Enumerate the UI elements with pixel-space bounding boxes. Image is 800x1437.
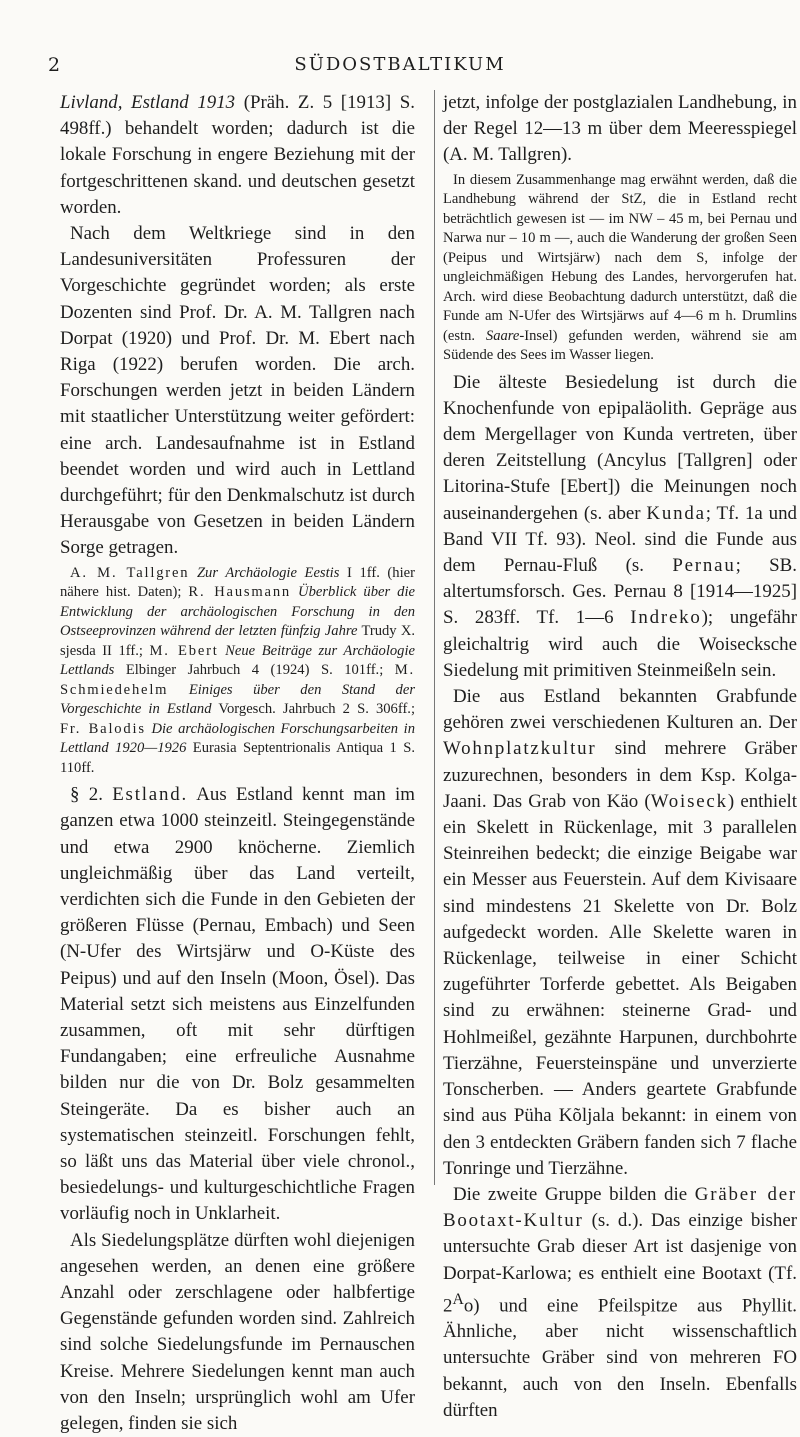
paragraph-text: o) und eine Pfeilspitze aus Phyllit. Ähnliche, aber nicht wissenschaftlich untersuchte Gräber sind von mehreren FO bekannt, auch von den Inseln. Ebenfalls dürften — [443, 1295, 797, 1421]
culture-term: Wohnplatzkultur — [443, 738, 597, 760]
paragraph-text: ; Tf. 1a und Band VII Tf. 93). Neol. sind die Funde aus dem Pernau-Fluß (s. — [443, 502, 797, 577]
section-heading: Estland. — [112, 784, 189, 806]
paragraph-text: Aus Estland kennt man im ganzen etwa 1000 steinzeitl. Steingegenstände und etwa 2900 knöcherne. Ziemlich ungleichmäßig über das Land verteilt, verdichten sich die Funde in den Gebieten der größeren Flüsse (Pernau, Embach) und Seen (N-Ufer des Wirtsjärw und O-Küste des Peipus) und auf den Inseln (Moon, Ösel). Das Material setzt sich meistens aus Einzelfunden zusammen, oft mit sehr dürftigen Fundangaben; eine erfreuliche Ausnahme bilden nur die von Dr. Bolz gesammelten Steingeräte. Da es bisher auch an systematischen steinzeitl. Forschungen fehlt, so läßt uns das Material über viele chronol., besiedelungs- und kulturgeschichtliche Fragen vorläufig noch in Unklarheit. — [60, 784, 416, 1225]
ref-title: Überblick über die Entwicklung der archäologischen Forschung in den Ostseeprovinzen während der letzten fünfzig Jahre — [60, 584, 415, 640]
culture-term: Gräber der Bootaxt-Kultur — [443, 1183, 797, 1232]
references — [60, 564, 415, 779]
ref-title: Die archäologischen Forschungsarbeiten in Lettland 1920—1926 — [60, 720, 415, 757]
paragraph-landhebung: jetzt, infolge der postglazialen Landhebung, in der Regel 12—13 m über dem Meeresspiegel (A. M. Tallgren). — [443, 92, 797, 166]
note-landhebung — [443, 171, 797, 366]
ref-title: Zur Archäologie Eestis — [196, 564, 340, 581]
ref-text: Elbinger Jahrbuch 4 (1924) S. 101ff.; — [114, 662, 395, 679]
page-number: 2 — [48, 54, 61, 76]
paragraph-bootaxt — [443, 1182, 797, 1424]
author: R. Hausmann — [188, 584, 292, 601]
paragraph-grabfunde — [443, 684, 797, 1182]
running-head: SÜDOSTBALTIKUM — [294, 54, 506, 75]
paragraph-text: (Präh. Z. 5 [1913] S. 498ff.) behandelt worden; dadurch ist die lokale Forschung in engere Beziehung mit der fortgeschrittenen skand. und deutschen gesetzt worden. — [60, 92, 415, 218]
ref-title: Neue Beiträge zur Archäologie Lettlands — [60, 642, 416, 679]
ref-title: Einiges über den Stand der Vorgeschichte in Estland — [60, 681, 416, 718]
paragraph-text: Die aus Estland bekannten Grabfunde gehören zwei verschiedenen Kulturen an. Der — [443, 686, 797, 734]
author: A. M. Tallgren — [70, 564, 190, 581]
section-mark: § 2. — [70, 784, 113, 806]
title-italic: Livland, Estland 1913 — [60, 92, 236, 113]
ref-text: Vorgesch. Jahrbuch 2 S. 306ff.; — [211, 701, 416, 718]
author: M. Ebert — [149, 642, 219, 659]
note-text: In diesem Zusammenhange mag erwähnt werden, daß die Landhebung während der StZ, die in Estland recht beträchtlich gewesen ist — im NW – 45 m, bei Pernau und Narwa nur – 10 m —, auch die Wanderung der großen Seen (Peipus und Wirtsjärw) nach dem S, infolge der ungleichmäßigen Hebung des Landes, hervorgerufen hat. Arch. wird diese Beobachtung dadurch unterstützt, daß die Funde am N-Ufer des Wirtsjärws auf 4—6 m h. Drumlins (estn. — [443, 171, 797, 344]
ref-text: Eurasia Septentrionalis Antiqua 1 S. 110ff. — [60, 740, 415, 776]
author: Fr. Balodis — [60, 720, 146, 737]
paragraph-aelteste-besiedelung — [443, 370, 797, 684]
right-column — [434, 90, 798, 1421]
paragraph-siedelungsplaetze: Als Siedelungsplätze dürften wohl diejenigen angesehen werden, an denen eine größere Anzahl oder zerschlagene oder halbfertige Gegenstände gefunden worden sind. Zahlreich sind solche Siedelungsfunde im Pernauschen Kreise. Mehrere Siedelungen kennt man auch von den Inseln; ursprünglich wohl am Ufer gelegen, finden sie sich — [60, 1229, 415, 1435]
ref-text: I 1ff. (hier nähere hist. Daten); — [60, 564, 415, 601]
paragraph-universities: Nach dem Weltkriege sind in den Landesuniversitäten Professuren der Vorgeschichte gegründet worden; als erste Dozenten sind Prof. Dr. A. M. Tallgren nach Dorpat (1920) und Prof. Dr. M. Ebert nach Riga (1922) berufen worden. Die arch. Forschungen werden jetzt in beiden Ländern mit staatlicher Unterstützung weiter gefördert: eine arch. Landesaufnahme ist in Estland beendet worden und wird auch in Lettland durchgeführt; für den Denkmalschutz ist durch Herausgabe von Gesetzen in beiden Ländern Sorge getragen. — [60, 223, 415, 559]
paragraph-text: Die zweite Gruppe bilden die — [453, 1183, 695, 1205]
paragraph-text: ); ungefähr gleichaltrig wird auch die Woisecksche Siedelung mit primitiven Steinmeißeln sein. — [443, 607, 797, 681]
superscript: A — [452, 1290, 464, 1308]
note-italic: Saare — [485, 327, 520, 344]
paragraph-text: sind mehrere Gräber zuzurechnen, besonders in dem Ksp. Kolga-Jaani. Das Grab von Käo ( — [443, 738, 797, 812]
note-text: -Insel) gefunden werden, während sie am Südende des Sees im Wasser liegen. — [443, 327, 797, 364]
paragraph-text: ; SB. altertumsforsch. Ges. Pernau 8 [1914—1925] S. 283ff. Tf. 1—6 — [443, 555, 797, 629]
paragraph-text: Die älteste Besiedelung ist durch die Knochenfunde von epipaläolith. Gepräge aus dem Mergellager von Kunda vertreten, über deren Zeitstellung (Ancylus [Tallgren] oder Litorina-Stufe [Ebert]) die Meinungen noch auseinandergehen (s. aber — [443, 371, 797, 524]
paragraph-text: (s. d.). Das einzige bisher untersuchte Grab dieser Art ist dasjenige von Dorpat-Karlowa; es enthielt eine Bootaxt (Tf. 2 — [443, 1210, 797, 1317]
cross-reference: Kunda — [646, 502, 706, 524]
left-column — [60, 90, 415, 1437]
ref-text: Trudy X. sjesda II 1ff.; — [60, 623, 416, 659]
cross-reference: Pernau — [672, 555, 736, 577]
paragraph-livland — [60, 90, 415, 221]
paragraph-estland — [60, 782, 415, 1227]
paragraph-text: ) enthielt ein Skelett in Rückenlage, mit 3 parallelen Steinreihen bedeckt; die einzige Beigabe war ein Messer aus Feuerstein. Auf dem Kivisaare sind mindestens 21 Skelette von Dr. Bolz aufgedeckt worden. Alle Skelette waren in Rückenlage, teilweise in einer Schicht zugeführter Torferde gebettet. Als Beigaben sind zu erwähnen: steinerne Grad- und Hohlmeißel, gezähnte Harpunen, durchbohrte Tierzähne, Feuersteinspäne und unverzierte Tonscherben. — Anders geartete Grabfunde sind aus Püha Kõljala bekannt: in einem von den 3 entdeckten Gräbern fanden sich 7 flache Tonringe und Tierzähne. — [443, 790, 798, 1179]
author: M. Schmiedehelm — [60, 662, 415, 698]
place-term: Woiseck — [650, 790, 728, 812]
author: Indreko — [630, 607, 702, 629]
